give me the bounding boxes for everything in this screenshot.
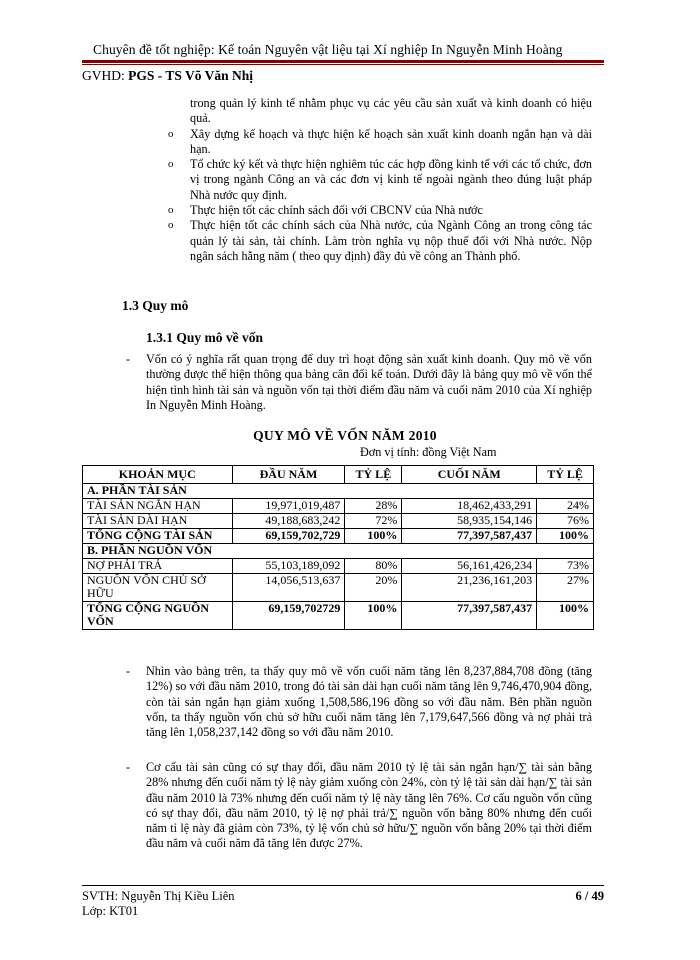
table-row [83,558,594,573]
cell-ratio-end: 24% [537,499,594,514]
table-row [83,499,594,514]
table-total-row [83,529,594,544]
list-item [168,218,592,264]
cell-ratio-begin: 20% [345,573,402,601]
col-header-item: KHOẢN MỤC [83,466,233,484]
analysis-paragraph-1 [126,664,592,740]
analysis-paragraph-2 [126,760,592,852]
cell-begin: 19,971,019,487 [232,499,345,514]
cell-end: 77,397,587,437 [402,529,537,544]
row-label: TÀI SẢN NGẮN HẠN [83,499,233,514]
cell-end: 56,161,426,234 [402,558,537,573]
cell-ratio-end: 27% [537,573,594,601]
footer-svth: SVTH: Nguyễn Thị Kiều Liên [82,889,235,903]
list-item [168,203,592,218]
footer-class: Lớp: KT01 [82,904,139,918]
dash-marker: - [126,664,131,678]
table-row [83,573,594,601]
section-row-assets [83,484,594,499]
header-title: Chuyên đề tốt nghiệp: Kế toán Nguyên vật liệu tại Xí nghiệp In Nguyễn Minh Hoàng [93,42,563,57]
cell-end: 21,236,161,203 [402,573,537,601]
table-unit: Đơn vị tính: đồng Việt Nam [360,445,497,459]
row-label: NGUỒN VỐN CHỦ SỞ HỮU [83,573,233,601]
col-header-ratio-end: TỶ LỆ [537,466,594,484]
list-item-text: Thực hiện tốt các chính sách của Nhà nước, của Ngành Công an trong công tác quản lý tài sản, tài chính. Làm tròn nghĩa vụ nộp thuế đối với Nhà nước. Nộp ngân sách hằng năm ( theo quy định) đầy đủ về công an Thành phố. [190,218,592,263]
page-current: 6 [575,889,582,903]
section-label: A. PHẦN TÀI SẢN [83,484,594,499]
subsection-heading: 1.3.1 Quy mô về vốn [146,330,264,345]
table-total-row [83,601,594,629]
section-row-sources [83,543,594,558]
section-label: B. PHẦN NGUỒN VỐN [83,543,594,558]
dash-marker: - [126,352,131,366]
cell-end: 18,462,433,291 [402,499,537,514]
cell-ratio-begin: 100% [345,601,402,629]
col-header-ratio-begin: TỶ LỆ [345,466,402,484]
bullet-continuation: trong quản lý kinh tế nhằm phục vụ các yêu cầu sản xuất và kinh doanh có hiệu quả. [190,96,592,126]
bullet-marker: o [168,158,174,171]
table-title: QUY MÔ VỀ VỐN NĂM 2010 [253,428,437,443]
header-rule-thick [82,60,604,63]
cell-ratio-end: 100% [537,529,594,544]
cell-begin: 55,103,189,092 [232,558,345,573]
table-header-row [83,466,594,484]
cell-end: 58,935,154,146 [402,514,537,529]
footer-student [82,889,235,919]
analysis-text-2: Cơ cấu tài sản cũng có sự thay đổi, đầu năm 2010 tỷ lệ tài sản ngắn hạn/∑ tài sản bằng 28% nhưng đến cuối năm tỷ lệ này giảm xuống còn 24%, còn tỷ lệ tài sản dài hạn/∑ tài sản đầu năm 2010 là 73% nhưng đến cuối năm tỷ lệ này tăng lên 76%. Cơ cấu nguồn vốn cũng có sự thay đổi, đầu năm 2010, tỷ lệ nợ phải trả/∑ nguồn vốn bằng 80% nhưng đến cuối năm tỉ lệ này đã giảm còn 73%, tỷ lệ vốn chủ sở hữu/∑ nguồn vốn bằng 20% tại thời điểm đầu năm và cuối năm đã tăng lên được 27%. [146,760,592,851]
capital-table [82,465,594,630]
cell-ratio-end: 73% [537,558,594,573]
intro-paragraph [126,352,592,413]
col-header-begin: ĐẦU NĂM [232,466,345,484]
list-item-text: Xây dựng kế hoạch và thực hiện kế hoạch sản xuất kinh doanh ngắn hạn và dài hạn. [190,126,592,156]
cell-ratio-end: 100% [537,601,594,629]
advisor-label: GVHD: [82,68,125,83]
cell-ratio-begin: 28% [345,499,402,514]
row-label: TÀI SẢN DÀI HẠN [83,514,233,529]
table-row [83,514,594,529]
dash-marker: - [126,760,131,774]
page-total: 49 [591,889,604,903]
advisor-name: PGS - TS Võ Văn Nhị [128,68,254,83]
cell-end: 77,397,587,437 [402,601,537,629]
row-label: TỔNG CỘNG TÀI SẢN [83,529,233,544]
col-header-end: CUỐI NĂM [402,466,537,484]
cell-begin: 14,056,513,637 [232,573,345,601]
cell-ratio-begin: 72% [345,514,402,529]
list-item-text: Thực hiện tốt các chính sách đối với CBCNV của Nhà nước [190,203,483,218]
cell-ratio-begin: 80% [345,558,402,573]
header-advisor [82,68,253,84]
bullet-marker: o [168,204,174,217]
intro-text: Vốn có ý nghĩa rất quan trọng để duy trì hoạt động sản xuất kinh doanh. Quy mô về vốn thường được thể hiện thông qua bảng cân đối kế toán. Dưới đây là bảng quy mô về vốn thể hiện tình hình tài sản và nguồn vốn tại thời điểm đầu năm và cuối năm 2010 của Xí nghiệp In Nguyễn Minh Hoàng. [146,352,592,412]
footer-rule [82,885,604,886]
row-label: NỢ PHẢI TRẢ [83,558,233,573]
list-item-text: Tổ chức ký kết và thực hiện nghiêm túc các hợp đồng kinh tế với các tổ chức, đơn vị trong ngành Công an và các đơn vị kinh tế ngoài ngành theo đúng luật pháp Nhà nước quy định. [190,157,592,202]
cell-begin: 49,188,683,242 [232,514,345,529]
header-rule-thin [82,64,604,65]
cell-begin: 69,159,702,729 [232,529,345,544]
row-label: TỔNG CỘNG NGUỒN VỐN [83,601,233,629]
task-bullet-list [168,96,592,264]
bullet-marker: o [168,219,174,232]
list-item [168,127,592,158]
page-number: 6 / 49 [575,889,604,903]
cell-begin: 69,159,702729 [232,601,345,629]
analysis-text-1: Nhìn vào bảng trên, ta thấy quy mô về vốn cuối năm tăng lên 8,237,884,708 đồng (tăng 12%) so với đầu năm 2010, trong đó tài sản dài hạn cuối năm tăng lên 9,746,470,904 đồng, còn tài sản ngắn hạn giảm xuống 1,508,586,196 đồng so với đầu năm. Bên phần nguồn vốn, ta thấy nguồn vốn chủ sở hữu cuối năm tăng lên 7,179,647,566 đồng và nợ phải trả tăng lên 1,058,237,142 đồng so với đầu năm 2010. [146,664,592,740]
bullet-marker: o [168,127,174,140]
cell-ratio-begin: 100% [345,529,402,544]
cell-ratio-end: 76% [537,514,594,529]
section-heading: 1.3 Quy mô [122,298,189,313]
list-item [168,157,592,203]
